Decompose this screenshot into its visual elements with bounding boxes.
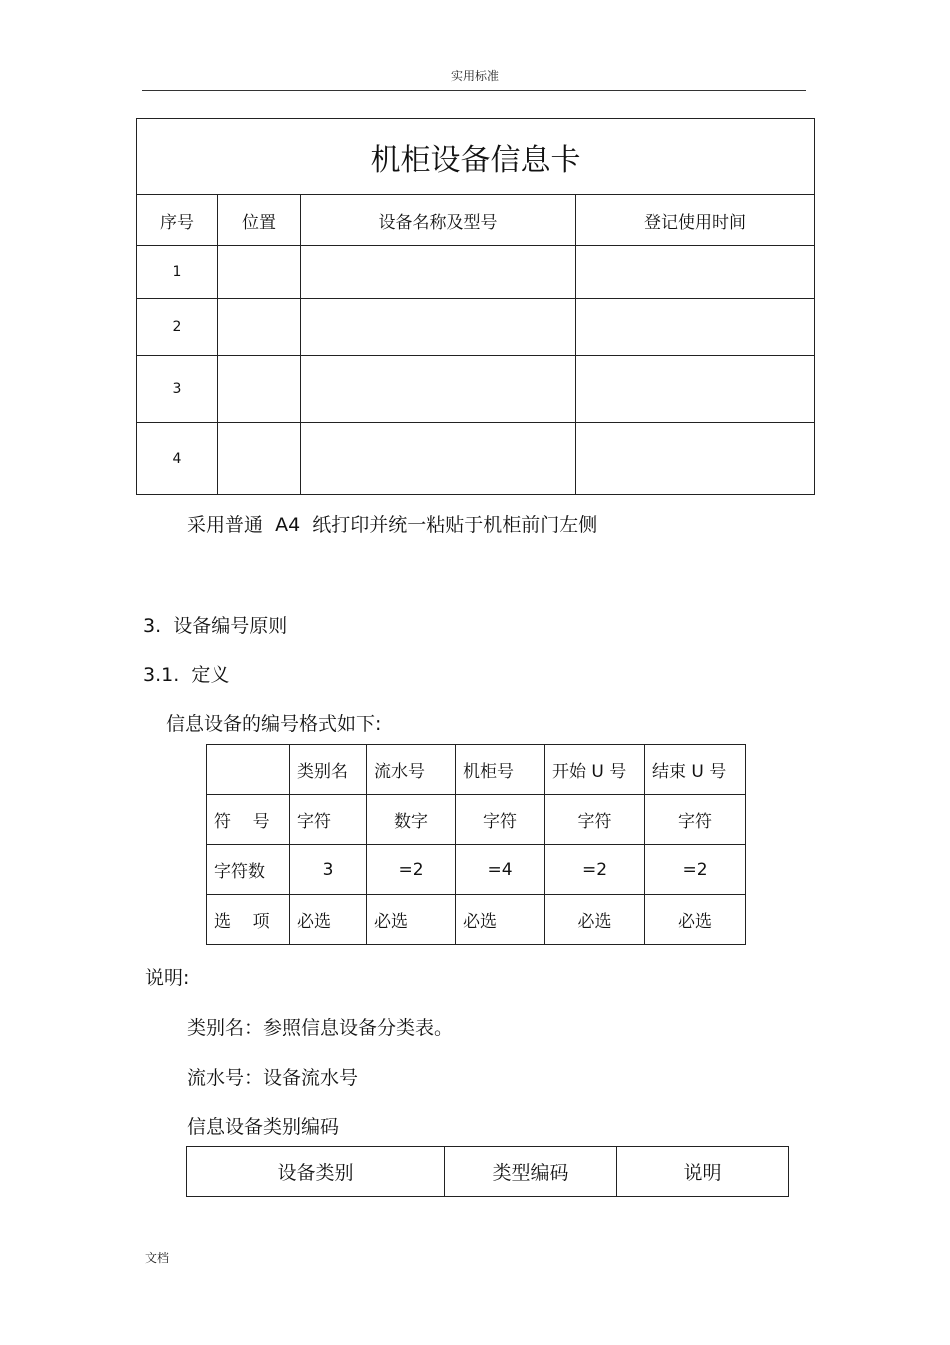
col-header-serial: 序号 bbox=[137, 195, 218, 246]
row-label-char-count: 字符数 bbox=[207, 845, 290, 895]
location-cell bbox=[218, 299, 301, 356]
table-cell: 必选 bbox=[290, 895, 367, 945]
col-header-category: 类别名 bbox=[290, 745, 367, 795]
table-row bbox=[187, 1147, 789, 1197]
table-cell: =2 bbox=[367, 845, 456, 895]
table-cell: 3 bbox=[290, 845, 367, 895]
col-header-register-time: 登记使用时间 bbox=[576, 195, 815, 246]
device-name-cell bbox=[301, 299, 576, 356]
location-cell bbox=[218, 246, 301, 299]
table-cell: 字符 bbox=[290, 795, 367, 845]
table-row bbox=[137, 356, 815, 423]
device-name-cell bbox=[301, 246, 576, 299]
location-cell bbox=[218, 356, 301, 423]
location-cell bbox=[218, 423, 301, 495]
col-header-end-u: 结束 U 号 bbox=[645, 745, 746, 795]
table-cell: 必选 bbox=[645, 895, 746, 945]
table-row bbox=[137, 246, 815, 299]
table-row bbox=[207, 845, 746, 895]
row-number: 4 bbox=[137, 423, 218, 495]
register-time-cell bbox=[576, 356, 815, 423]
table-cell: 必选 bbox=[545, 895, 645, 945]
row-number: 1 bbox=[137, 246, 218, 299]
corner-cell bbox=[207, 745, 290, 795]
section-3-1-heading: 3.1. 定义 bbox=[143, 664, 230, 686]
table-row bbox=[207, 795, 746, 845]
col-header-device-category: 设备类别 bbox=[187, 1147, 445, 1197]
cabinet-info-card-table bbox=[136, 118, 815, 495]
col-header-description: 说明 bbox=[617, 1147, 789, 1197]
table-row bbox=[137, 299, 815, 356]
col-header-type-code: 类型编码 bbox=[445, 1147, 617, 1197]
table-row bbox=[207, 745, 746, 795]
card-title: 机柜设备信息卡 bbox=[137, 119, 815, 195]
col-header-location: 位置 bbox=[218, 195, 301, 246]
table-cell: 必选 bbox=[456, 895, 545, 945]
table-cell: =2 bbox=[545, 845, 645, 895]
col-header-serial: 流水号 bbox=[367, 745, 456, 795]
device-category-table bbox=[186, 1146, 789, 1197]
format-intro: 信息设备的编号格式如下: bbox=[166, 713, 382, 735]
register-time-cell bbox=[576, 299, 815, 356]
col-header-device-name: 设备名称及型号 bbox=[301, 195, 576, 246]
device-name-cell bbox=[301, 356, 576, 423]
section-3-heading: 3. 设备编号原则 bbox=[143, 615, 288, 637]
table-row bbox=[207, 895, 746, 945]
table-row bbox=[137, 423, 815, 495]
numbering-format-table bbox=[206, 744, 746, 945]
row-number: 3 bbox=[137, 356, 218, 423]
table-cell: =2 bbox=[645, 845, 746, 895]
row-label-symbol: 符 号 bbox=[207, 795, 290, 845]
table-cell: 字符 bbox=[545, 795, 645, 845]
header-rule bbox=[142, 90, 806, 91]
row-number: 2 bbox=[137, 299, 218, 356]
page-header: 实用标准 bbox=[450, 69, 499, 83]
table-cell: 必选 bbox=[367, 895, 456, 945]
row-label-option: 选 项 bbox=[207, 895, 290, 945]
table-cell: 数字 bbox=[367, 795, 456, 845]
page-footer: 文档 bbox=[145, 1251, 170, 1265]
device-name-cell bbox=[301, 423, 576, 495]
explain-label: 说明: bbox=[145, 967, 190, 989]
table-cell: 字符 bbox=[456, 795, 545, 845]
col-header-cabinet: 机柜号 bbox=[456, 745, 545, 795]
category-heading: 信息设备类别编码 bbox=[187, 1116, 340, 1138]
table-cell: =4 bbox=[456, 845, 545, 895]
register-time-cell bbox=[576, 423, 815, 495]
register-time-cell bbox=[576, 246, 815, 299]
print-note: 采用普通 A4 纸打印并统一粘贴于机柜前门左侧 bbox=[187, 514, 598, 536]
col-header-start-u: 开始 U 号 bbox=[545, 745, 645, 795]
explain-item-category: 类别名：参照信息设备分类表。 bbox=[187, 1017, 454, 1039]
table-cell: 字符 bbox=[645, 795, 746, 845]
explain-item-serial: 流水号：设备流水号 bbox=[187, 1067, 359, 1089]
